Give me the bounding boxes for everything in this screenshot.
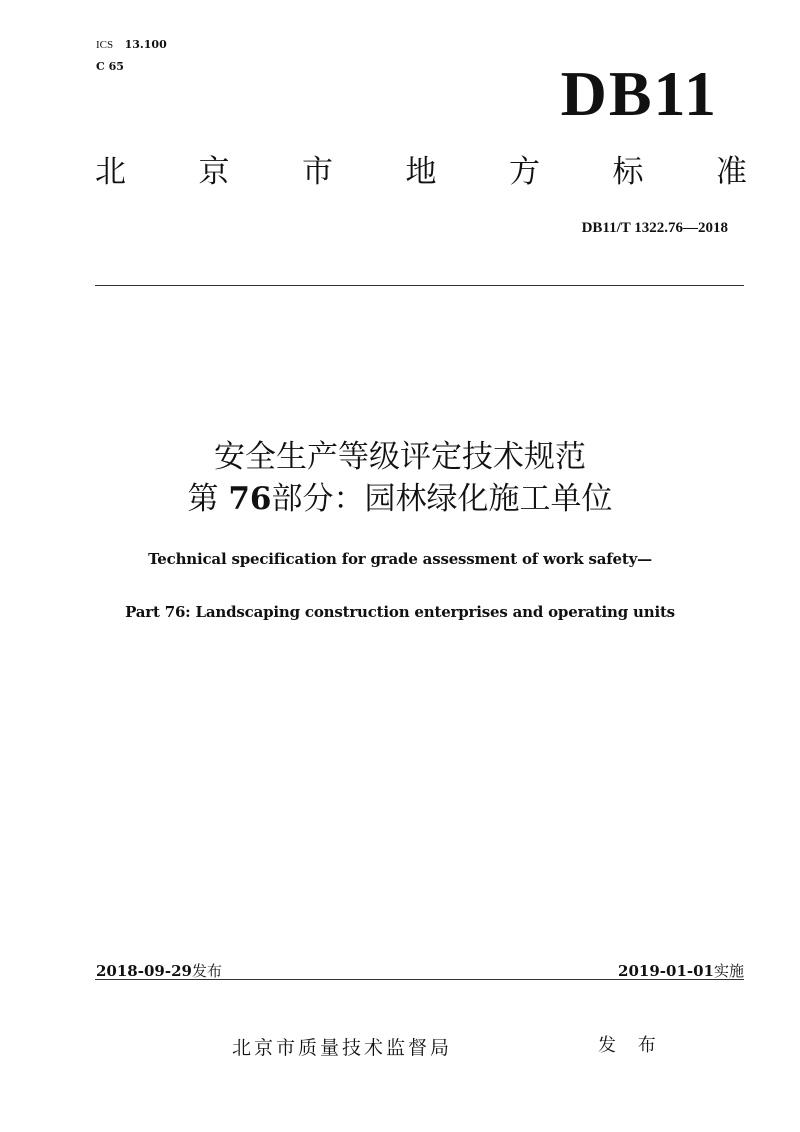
standard-type-char: 标: [612, 154, 644, 190]
publish-date-value: 2018-09-29: [96, 962, 192, 980]
db-logo: DB11: [560, 58, 718, 129]
title-zh-line1: 安全生产等级评定技术规范: [214, 439, 586, 475]
publish-date-label: 发布: [191, 962, 222, 980]
implement-date: [618, 960, 744, 981]
publisher-name: 北京市质量技术监督局: [232, 1037, 453, 1059]
standard-type-char: 准: [716, 154, 747, 190]
standard-type-char: 市: [302, 154, 333, 190]
standard-type: [95, 154, 747, 190]
standard-type-char: 地: [405, 154, 437, 190]
publisher-action: 发 布: [598, 1035, 664, 1056]
part-prefix: 第: [187, 481, 229, 517]
ics-code-line: [96, 38, 167, 51]
implement-date-value: 2019-01-01: [618, 962, 714, 980]
standard-type-char: 方: [509, 154, 540, 190]
standard-type-char: 京: [198, 154, 230, 190]
standard-number: DB11/T 1322.76—2018: [581, 220, 728, 236]
title-zh-line2: [0, 478, 800, 520]
implement-date-label: 实施: [713, 962, 744, 980]
title-english-line1: Technical specification for grade assessment of work safety—: [148, 550, 652, 568]
classification-code: C 65: [96, 60, 124, 73]
ics-label: ICS: [96, 39, 114, 51]
part-suffix: 部分：园林绿化施工单位: [271, 481, 613, 517]
bottom-divider: [95, 979, 744, 980]
ics-code: 13.100: [124, 38, 167, 51]
top-divider: [95, 285, 744, 286]
part-number: 76: [228, 481, 272, 517]
title-chinese: [0, 436, 800, 520]
standard-type-char: 北: [95, 154, 126, 190]
title-english-line2: Part 76: Landscaping construction enterprises and operating units: [125, 603, 675, 621]
publish-date: [96, 960, 222, 981]
